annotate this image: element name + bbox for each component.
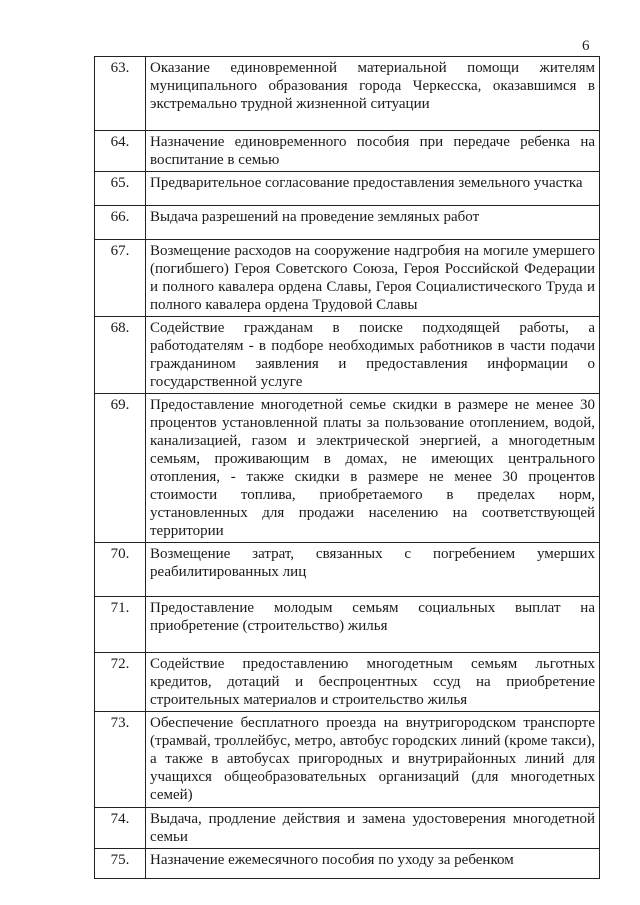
row-text: Назначение единовременного пособия при передаче ребенка на воспитание в семью (146, 131, 600, 172)
row-text: Оказание единовременной материальной помощи жителям муниципального образования города Черкесска, оказавшимся в экстремально трудной жизненной ситуации (146, 57, 600, 131)
row-number: 71. (95, 597, 146, 653)
table-row (95, 131, 600, 172)
row-number: 68. (95, 317, 146, 394)
row-text: Возмещение расходов на сооружение надгробия на могиле умершего (погибшего) Героя Советского Союза, Героя Российской Федерации и полного кавалера ордена Славы, Героя Социалистического Труда и полного кавалера ордена Трудовой Славы (146, 240, 600, 317)
row-number: 69. (95, 394, 146, 543)
row-text: Содействие предоставлению многодетным семьям льготных кредитов, дотаций и беспроцентных ссуд на приобретение строительных материалов и строительство жилья (146, 653, 600, 712)
row-number: 66. (95, 206, 146, 240)
row-number: 73. (95, 712, 146, 808)
table-row (95, 317, 600, 394)
row-number: 63. (95, 57, 146, 131)
table-row (95, 394, 600, 543)
row-number: 65. (95, 172, 146, 206)
table-row (95, 57, 600, 131)
row-text: Предоставление многодетной семье скидки в размере не менее 30 процентов установленной платы за пользование отоплением, водой, канализацией, газом и электрической энергией, а многодетным семьям, проживающим в домах, не имеющих центрального отопления, - также скидки в размере не менее 30 процентов стоимости топлива, приобретаемого в пределах норм, установленных для продажи населению на соответствующей территории (146, 394, 600, 543)
row-text: Выдача разрешений на проведение земляных работ (146, 206, 600, 240)
page-number: 6 (582, 38, 590, 54)
row-number: 70. (95, 543, 146, 597)
row-number: 72. (95, 653, 146, 712)
row-text: Содействие гражданам в поиске подходящей работы, а работодателям - в подборе необходимых работников в части подачи гражданином заявления и предоставления информации о государственной услуге (146, 317, 600, 394)
table-row (95, 172, 600, 206)
table-row (95, 849, 600, 879)
row-text: Предварительное согласование предоставления земельного участка (146, 172, 600, 206)
services-table (94, 56, 600, 879)
row-text: Назначение ежемесячного пособия по уходу за ребенком (146, 849, 600, 879)
row-number: 74. (95, 808, 146, 849)
table-row (95, 653, 600, 712)
table-row (95, 206, 600, 240)
row-text: Предоставление молодым семьям социальных выплат на приобретение (строительство) жилья (146, 597, 600, 653)
table-row (95, 808, 600, 849)
table-row (95, 543, 600, 597)
row-number: 67. (95, 240, 146, 317)
row-text: Обеспечение бесплатного проезда на внутригородском транспорте (трамвай, троллейбус, метро, автобус городских линий (кроме такси), а также в автобусах пригородных и внутрирайонных линий для учащихся общеобразовательных организаций (для многодетных семей) (146, 712, 600, 808)
table-row (95, 597, 600, 653)
row-text: Выдача, продление действия и замена удостоверения многодетной семьи (146, 808, 600, 849)
row-text: Возмещение затрат, связанных с погребением умерших реабилитированных лиц (146, 543, 600, 597)
table-row (95, 712, 600, 808)
table-row (95, 240, 600, 317)
row-number: 75. (95, 849, 146, 879)
row-number: 64. (95, 131, 146, 172)
